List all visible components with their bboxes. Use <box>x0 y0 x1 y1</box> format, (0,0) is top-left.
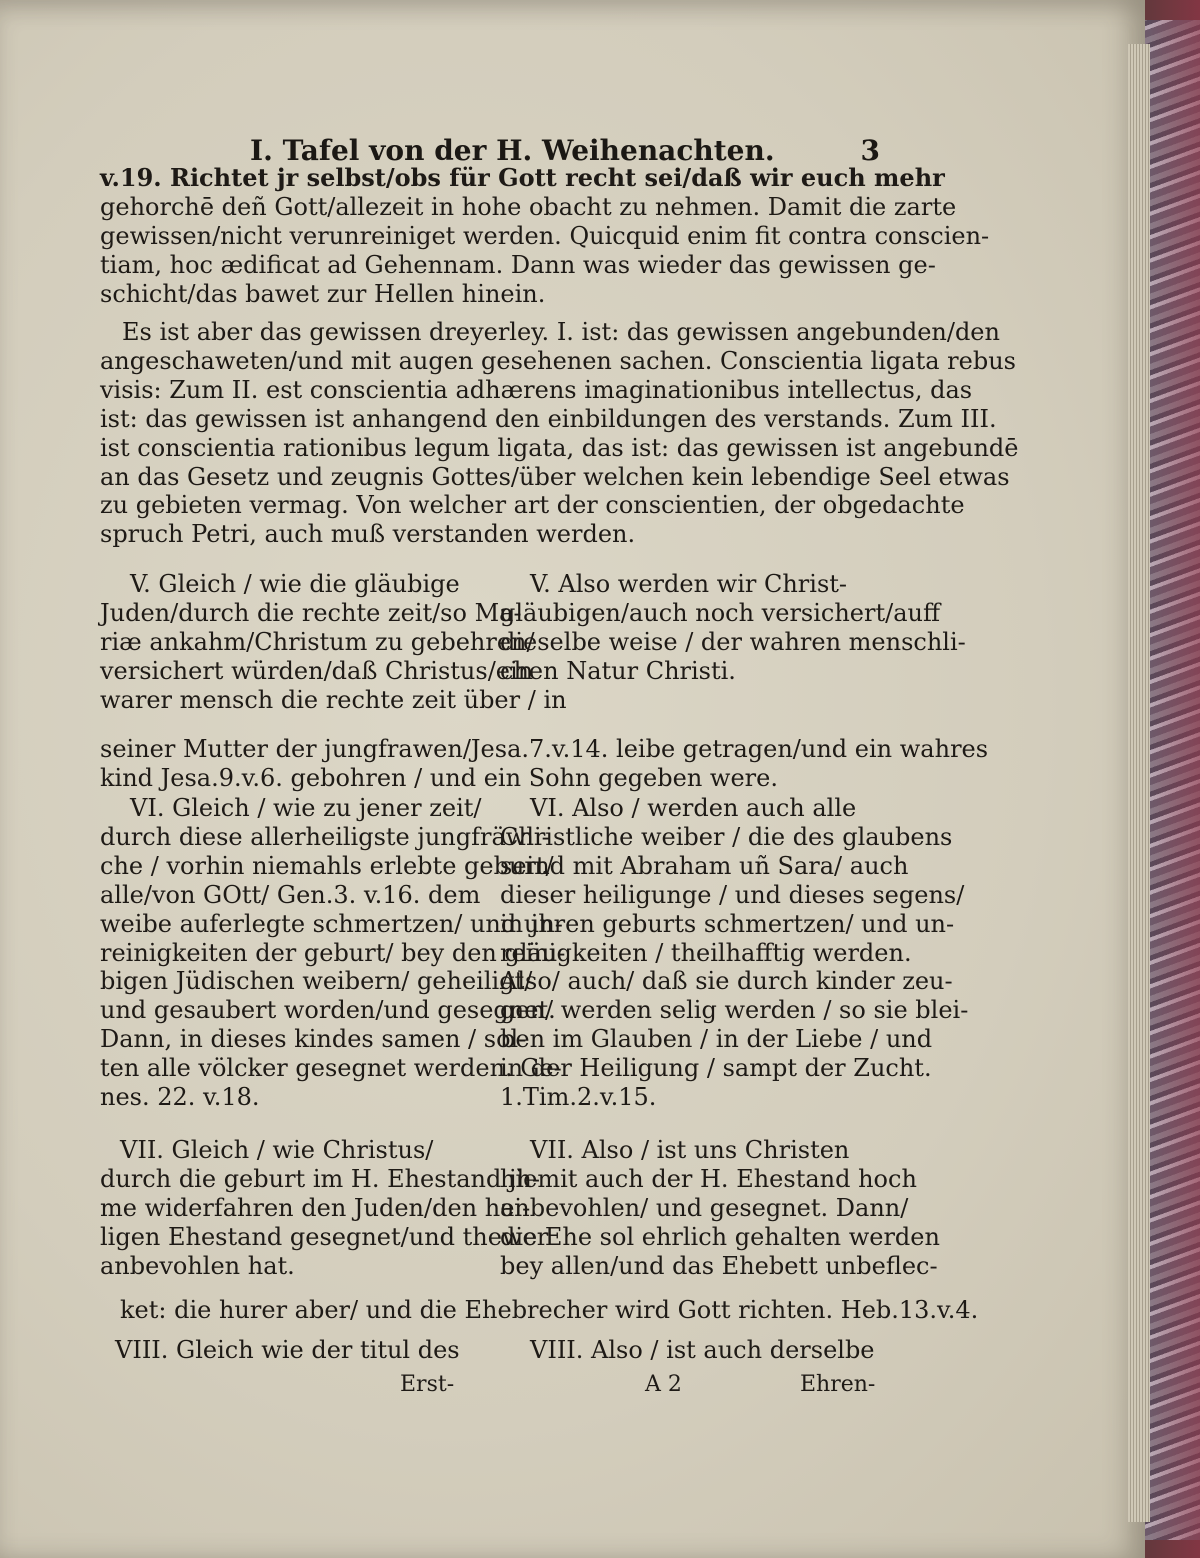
text-line: ben im Glauben / in der Liebe / und <box>500 1025 933 1054</box>
text-line: Dann, in dieses kindes samen / sol- <box>100 1025 527 1054</box>
page-footer <box>100 1372 890 1402</box>
page-title: I. Tafel von der H. Weihenachten. <box>250 134 775 167</box>
text-line: durch die geburt im H. Ehestand jh- <box>100 1164 540 1193</box>
text-line: ist conscientia rationibus legum ligata, das ist: das gewissen ist angebundē <box>100 433 1019 462</box>
text-line: VI. Gleich / wie zu jener zeit/ <box>130 794 482 822</box>
section-7-full <box>100 1296 979 1325</box>
page-number: 3 <box>860 134 880 167</box>
text-line: reinigkeiten / theilhafftig werden. <box>500 938 912 967</box>
section-7-right <box>500 1136 940 1281</box>
text-line: VII. Gleich / wie Christus/ <box>120 1136 434 1164</box>
text-line: V. Also werden wir Christ- <box>530 570 848 598</box>
text-line: bigen Jüdischen weibern/ geheiligt/ <box>100 967 533 996</box>
text-line: zu gebieten vermag. Von welcher art der conscientien, der obgedachte <box>100 491 965 520</box>
text-line: chen Natur Christi. <box>500 656 736 685</box>
text-line: hiemit auch der H. Ehestand hoch <box>500 1164 917 1193</box>
section-6-right <box>500 794 969 1112</box>
text-line: dieselbe weise / der wahren menschli- <box>500 627 966 656</box>
text-line: che / vorhin niemahls erlebte geburt/ <box>100 851 554 880</box>
text-line: tiam, hoc ædificat ad Gehennam. Dann was wieder das gewissen ge- <box>100 250 936 279</box>
text-line: an das Gesetz und zeugnis Gottes/über welchen kein lebendige Seel etwas <box>100 462 1010 491</box>
text-line: visis: Zum II. est conscientia adhærens imaginationibus intellectus, das <box>100 375 973 404</box>
text-line: dieser heiligunge / und dieses segens/ <box>500 880 965 909</box>
cover-board-edge <box>1150 0 1200 1558</box>
text-line: und gesaubert worden/und gesegnet. <box>100 996 556 1025</box>
intro-paragraph <box>100 163 990 309</box>
catchword-right: Ehren- <box>800 1372 876 1397</box>
section-7-left <box>100 1136 549 1281</box>
text-line: me widerfahren den Juden/den hei- <box>100 1193 531 1222</box>
text-line: gläubigen/auch noch versichert/auff <box>500 598 941 627</box>
text-line: alle/von GOtt/ Gen.3. v.16. dem <box>100 880 481 909</box>
text-line: Christliche weiber / die des glaubens <box>500 822 953 851</box>
text-line: versichert würden/daß Christus/ein <box>100 656 534 685</box>
catchword-left: Erst- <box>400 1372 455 1397</box>
text-line: ket: die hurer aber/ und die Ehebrecher wird Gott richten. Heb.13.v.4. <box>120 1296 979 1324</box>
text-line: in jhren geburts schmertzen/ und un- <box>500 909 955 938</box>
text-line: warer mensch die rechte zeit über / in <box>100 685 567 714</box>
text-line: gewissen/nicht verunreiniget werden. Quicquid enim fit contra conscien- <box>100 221 990 250</box>
text-line: schicht/das bawet zur Hellen hinein. <box>100 279 546 308</box>
text-line: VI. Also / werden auch alle <box>530 794 857 822</box>
text-line: anbevohlen/ und gesegnet. Dann/ <box>500 1193 909 1222</box>
section-8-left <box>100 1336 490 1365</box>
text-line: VIII. Gleich wie der titul des <box>115 1336 460 1364</box>
text-line: ligen Ehestand gesegnet/und thewer <box>100 1222 549 1251</box>
text-line: spruch Petri, auch muß verstanden werden. <box>100 520 636 549</box>
text-line: gen/ werden selig werden / so sie blei- <box>500 996 969 1025</box>
text-line: Es ist aber das gewissen dreyerley. I. ist: das gewissen angebunden/den <box>122 318 1000 346</box>
text-line: kind Jesa.9.v.6. gebohren / und ein Sohn gegeben were. <box>100 763 778 792</box>
text-line: Also/ auch/ daß sie durch kinder zeu- <box>500 967 953 996</box>
running-header <box>100 134 880 167</box>
text-line: V. Gleich / wie die gläubige <box>130 570 460 598</box>
text-line: die Ehe sol ehrlich gehalten werden <box>500 1222 940 1251</box>
text-line: anbevohlen hat. <box>100 1251 295 1280</box>
page-edges <box>1128 44 1150 1522</box>
text-line: durch diese allerheiligste jungfräwli- <box>100 822 550 851</box>
text-line: riæ ankahm/Christum zu gebehren/ <box>100 627 535 656</box>
text-line: seiner Mutter der jungfrawen/Jesa.7.v.14. leibe getragen/und ein wahres <box>100 735 989 763</box>
text-line: bey allen/und das Ehebett unbeflec- <box>500 1251 938 1280</box>
signature-mark: A 2 <box>645 1372 682 1397</box>
section-6-left <box>100 794 566 1112</box>
section-8-right <box>500 1336 890 1365</box>
section-5-full <box>100 735 989 793</box>
text-line: nes. 22. v.18. <box>100 1083 260 1112</box>
text-line: weibe auferlegte schmertzen/ und un- <box>100 909 563 938</box>
text-line: VIII. Also / ist auch derselbe <box>530 1336 875 1364</box>
text-line: gehorchē deñ Gott/allezeit in hohe obacht zu nehmen. Damit die zarte <box>100 192 957 221</box>
text-line: v.19. Richtet jr selbst/obs für Gott recht sei/daß wir euch mehr <box>100 163 945 192</box>
text-line: in der Heiligung / sampt der Zucht. <box>500 1054 932 1083</box>
text-line: ist: das gewissen ist anhangend den einbildungen des verstands. Zum III. <box>100 404 997 433</box>
text-line: VII. Also / ist uns Christen <box>530 1136 850 1164</box>
text-line: reinigkeiten der geburt/ bey den gläu- <box>100 938 566 967</box>
conscience-paragraph <box>100 318 1019 549</box>
text-line: Juden/durch die rechte zeit/so Ma- <box>100 598 522 627</box>
section-5-left <box>100 570 567 715</box>
text-line: 1.Tim.2.v.15. <box>500 1083 657 1112</box>
text-line: seind mit Abraham uñ Sara/ auch <box>500 851 909 880</box>
text-line: angeschaweten/und mit augen gesehenen sachen. Conscientia ligata rebus <box>100 346 1016 375</box>
section-5-right <box>500 570 966 686</box>
text-line: ten alle völcker gesegnet werden. Ge- <box>100 1054 562 1083</box>
